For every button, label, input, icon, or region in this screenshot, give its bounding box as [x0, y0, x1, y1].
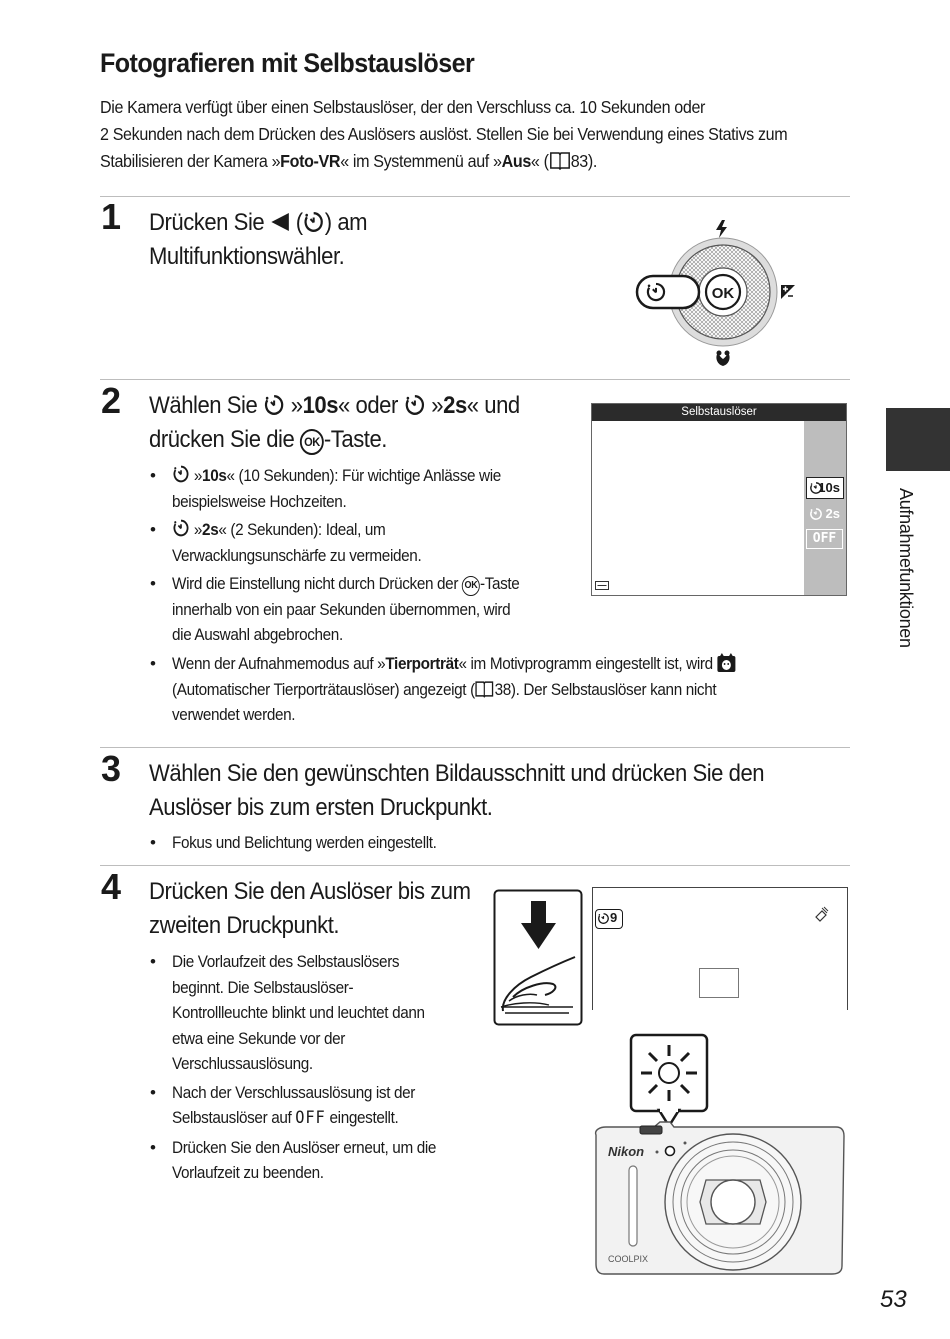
step4-bullets [149, 949, 479, 1189]
step2-bullets [149, 463, 579, 651]
section-tab-marker [886, 408, 950, 471]
divider [100, 379, 850, 380]
divider [100, 747, 850, 748]
left-arrow-icon [270, 211, 290, 233]
exposure-compensation-icon [781, 285, 795, 299]
self-timer-icon [172, 464, 190, 484]
list-item: • Drücken Sie den Auslöser erneut, um die Vorlaufzeit zu beenden. [149, 1135, 479, 1186]
memory-icon [595, 581, 609, 590]
step-number: 2 [101, 380, 122, 421]
step2-note [149, 651, 849, 731]
step-heading: Drücken Sie den Auslöser bis zum zweiten Druckpunkt. [149, 878, 471, 939]
list-item: • Wird die Einstellung nicht durch Drücken der OK -Taste innerhalb von ein paar Sekunden übernommen, wird die Auswahl abgebrochen. [149, 571, 579, 648]
step-heading: Drücken Sie ( ) am Multifunktionswähler. [149, 209, 368, 270]
list-item: • »2s« (2 Sekunden): Ideal, um Verwacklungsunschärfe zu vermeiden. [149, 517, 579, 568]
list-item: • Nach der Verschlussauslösung ist der Selbstauslöser auf OFF eingestellt. [149, 1080, 479, 1132]
multi-selector-illustration [630, 210, 800, 370]
self-timer-icon [809, 507, 823, 521]
step-number: 4 [101, 866, 122, 907]
self-timer-menu-screen [591, 403, 847, 596]
camera-model-logo: COOLPIX [608, 1254, 649, 1264]
self-timer-icon [263, 393, 285, 417]
list-item: • »10s« (10 Sekunden): Für wichtige Anlässe wie beispielsweise Hochzeiten. [149, 463, 579, 514]
intro-text: Die Kamera verfügt über einen Selbstauslöser, der den Verschluss ca. 10 Sekunden oder 2 Sekunden nach dem Drücken des Auslösers auslöst. Stellen Sie bei Verwendung eines Stativs zum Stabilisieren der Kamera »Foto-VR« im Systemmenü auf »Aus« ( 83). [100, 97, 788, 171]
self-timer-icon [809, 481, 823, 495]
option-10s[interactable]: 10s [806, 477, 844, 499]
step-number: 1 [101, 196, 122, 237]
step-number: 3 [101, 748, 122, 789]
ok-button-icon: OK [462, 576, 480, 596]
divider [100, 196, 850, 197]
step-heading: Wählen Sie »10s« oder »2s« und drücken Sie die OK -Taste. [149, 392, 520, 453]
self-timer-icon [597, 912, 610, 925]
divider [100, 865, 850, 866]
camera-illustration [590, 1030, 846, 1276]
lcd-countdown-screen [592, 887, 848, 1010]
self-timer-lamp [666, 1147, 675, 1156]
macro-icon [716, 351, 729, 367]
ok-button-icon: OK [300, 429, 324, 455]
page-number: 53 [880, 1286, 907, 1313]
shutter-press-illustration [493, 889, 583, 1026]
book-icon [475, 679, 495, 698]
list-item: • Fokus und Belichtung werden eingestellt. [149, 830, 849, 856]
flash-icon [716, 220, 727, 238]
pet-portrait-auto-release-icon [717, 653, 737, 673]
self-timer-lamp-blink-callout [631, 1035, 707, 1126]
list-item: • Wenn der Aufnahmemodus auf »Tierporträt« im Motivprogramm eingestellt ist, wird (Automatischer Tierporträtauslöser) angezeigt ( 38). Der Selbstauslöser kann nicht verwendet werden. [149, 651, 849, 728]
lens [665, 1134, 801, 1270]
self-timer-highlight [637, 276, 699, 308]
menu-title: Selbstauslöser [592, 404, 846, 421]
book-icon [549, 150, 571, 170]
svg-text:OK: OK [711, 285, 735, 302]
menu-options [804, 421, 846, 595]
off-indicator: OFF [295, 1108, 326, 1128]
option-2s[interactable]: 2s [806, 503, 844, 525]
self-timer-icon [303, 210, 325, 234]
vibration-reduction-icon [813, 906, 829, 922]
focus-area [699, 968, 739, 998]
step-heading: Wählen Sie den gewünschten Bildausschnitt und drücken Sie den Auslöser bis zum ersten Druckpunkt. [149, 760, 765, 821]
self-timer-icon [404, 393, 426, 417]
self-timer-countdown-badge: 9 [595, 909, 623, 929]
step3-bullets [149, 830, 849, 859]
section-tab-label: Aufnahmefunktionen [896, 488, 916, 648]
list-item: • Die Vorlaufzeit des Selbstauslösers beginnt. Die Selbstauslöser- Kontrollleuchte blinkt und leuchtet dann etwa eine Sekunde vor der Verschlussauslösung. [149, 949, 479, 1077]
self-timer-icon [172, 518, 190, 538]
option-off[interactable]: OFF [806, 529, 843, 549]
camera-brand-logo: Nikon [608, 1144, 645, 1159]
page-title: Fotografieren mit Selbstauslöser [100, 48, 475, 78]
